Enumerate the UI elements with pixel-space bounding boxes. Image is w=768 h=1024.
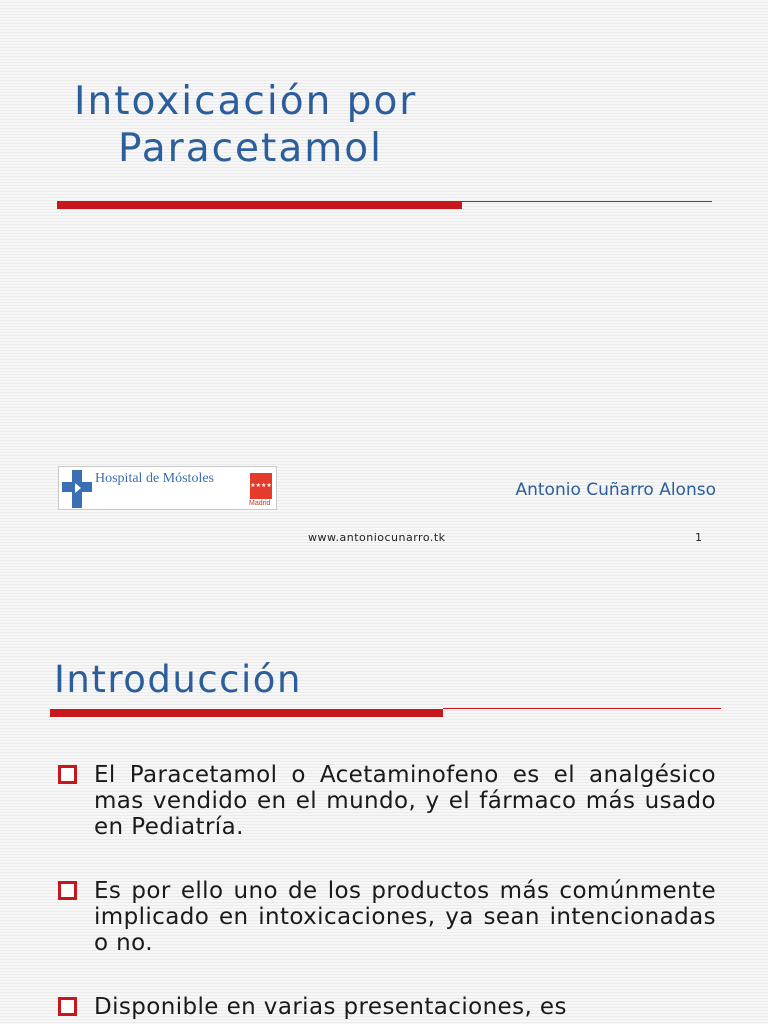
footer-url: www.antoniocunarro.tk xyxy=(308,531,446,544)
title-underline-thin xyxy=(443,708,721,709)
slide-title: Introducción xyxy=(54,658,302,701)
bullet-list xyxy=(56,762,716,1024)
madrid-flag-icon: ★★★★ xyxy=(250,473,272,499)
slide-title-line-1: Intoxicación por xyxy=(74,79,418,124)
list-item xyxy=(56,878,716,956)
bullet-text: Es por ello uno de los productos más comúnmente implicado en intoxicaciones, ya sean intencionadas o no. xyxy=(94,878,716,956)
hospital-name: Hospital de Móstoles xyxy=(95,471,214,486)
medical-cross-icon xyxy=(61,469,93,509)
title-underline-thin xyxy=(462,201,712,202)
author-name: Antonio Cuñarro Alonso xyxy=(515,480,716,500)
square-bullet-icon xyxy=(58,765,77,784)
bullet-text: Disponible en varias presentaciones, es xyxy=(94,994,567,1020)
slide-2 xyxy=(0,630,768,1024)
title-underline-thick xyxy=(57,201,462,209)
list-item xyxy=(56,762,716,840)
hospital-logo xyxy=(58,466,277,510)
slide-title xyxy=(74,78,417,172)
region-label: Madrid xyxy=(249,500,271,507)
bullet-text: El Paracetamol o Acetaminofeno es el analgésico mas vendido en el mundo, y el fármaco más usado en Pediatría. xyxy=(94,762,716,840)
page-number: 1 xyxy=(695,531,702,544)
square-bullet-icon xyxy=(58,997,77,1016)
list-item xyxy=(56,994,716,1020)
title-underline-thick xyxy=(50,709,443,717)
slide-title-line-2: Paracetamol xyxy=(118,126,383,171)
square-bullet-icon xyxy=(58,881,77,900)
